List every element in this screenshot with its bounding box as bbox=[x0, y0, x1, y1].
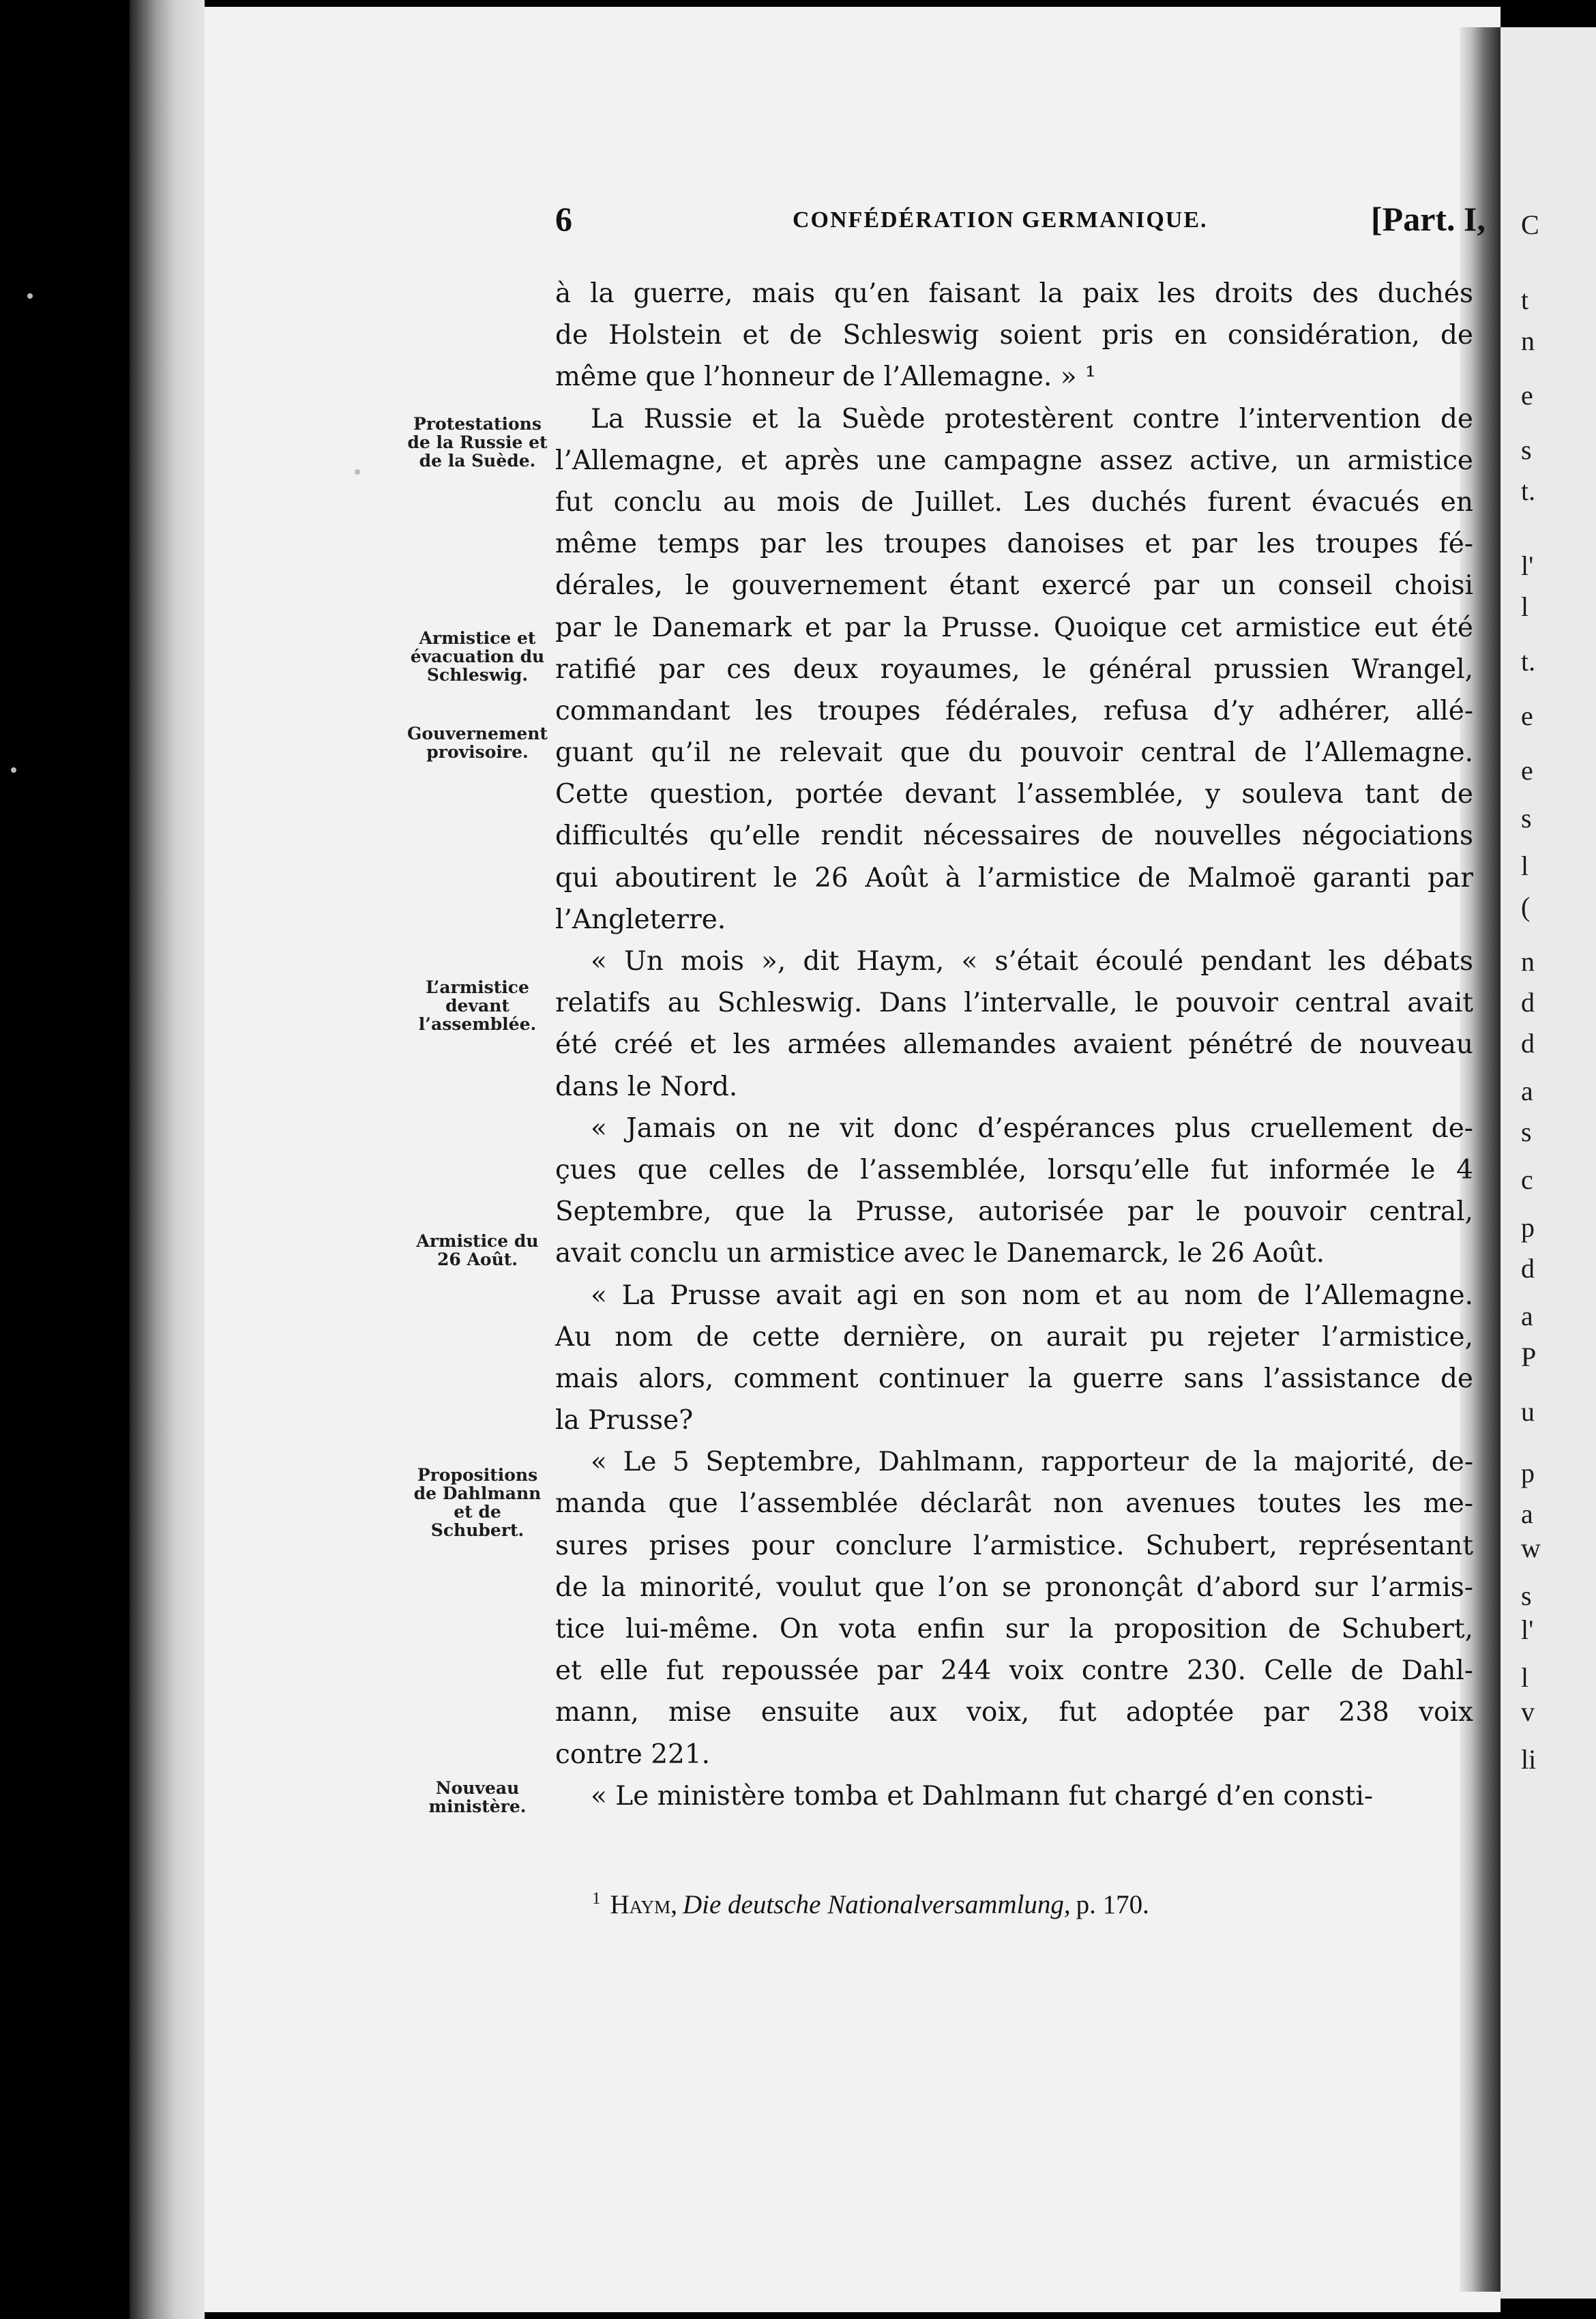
text-line: « La Prusse avait agi en son nom et au nom de l’Allemagne. bbox=[591, 1280, 1473, 1311]
facing-page-letter: a bbox=[1521, 1076, 1533, 1106]
facing-page-letter: l' bbox=[1521, 1614, 1534, 1645]
text-line: et elle fut repoussée par 244 voix contre 230. Celle de Dahl- bbox=[555, 1655, 1473, 1687]
running-head bbox=[555, 199, 1491, 240]
facing-page-letter: C bbox=[1521, 209, 1539, 240]
text-line: « Le 5 Septembre, Dahlmann, rapporteur de la majorité, de- bbox=[591, 1447, 1473, 1478]
text-line: de Holstein et de Schleswig soient pris en considération, de bbox=[555, 320, 1473, 351]
footnote-title: Die deutsche Nationalversammlung, bbox=[682, 1890, 1071, 1919]
text-line: ratifié par ces deux royaumes, le général prussien Wrangel, bbox=[555, 653, 1473, 685]
facing-page-letter: t. bbox=[1521, 475, 1536, 506]
footnote bbox=[592, 1889, 1451, 1920]
facing-page-letter: c bbox=[1521, 1164, 1533, 1195]
facing-page-letter: e bbox=[1521, 700, 1533, 731]
margin-note: Protestations de la Russie et de la Suède. bbox=[407, 414, 548, 471]
facing-page-letter: e bbox=[1521, 755, 1533, 786]
text-line: l’Allemagne, et après une campagne assez active, un armistice bbox=[555, 445, 1473, 476]
facing-page-letter: t. bbox=[1521, 646, 1536, 677]
facing-page-letter: P bbox=[1521, 1342, 1537, 1372]
scan-speck bbox=[27, 293, 33, 299]
text-line: sures prises pour conclure l’armistice. Schubert, représentant bbox=[555, 1530, 1473, 1561]
facing-page-letter: s bbox=[1521, 1117, 1532, 1147]
facing-page-letter: e bbox=[1521, 380, 1533, 411]
facing-page-letter: n bbox=[1521, 946, 1535, 977]
text-line: « Jamais on ne vit donc d’espérances plus cruellement de- bbox=[591, 1112, 1473, 1144]
running-title: CONFÉDÉRATION GERMANIQUE. bbox=[793, 207, 1208, 233]
margin-note: Gouvernement provisoire. bbox=[407, 724, 548, 762]
facing-page-letter: a bbox=[1521, 1498, 1533, 1529]
facing-page-letter: w bbox=[1521, 1533, 1541, 1563]
facing-page-letter: a bbox=[1521, 1301, 1533, 1331]
text-line: de la minorité, voulut que l’on se prononçât d’abord sur l’armis- bbox=[555, 1571, 1473, 1603]
facing-page-letter: p bbox=[1521, 1458, 1535, 1488]
facing-page-letter: s bbox=[1521, 1580, 1532, 1611]
margin-note: Armistice du 26 Août. bbox=[416, 1231, 539, 1269]
scan-speck bbox=[355, 469, 360, 475]
text-line: dans le Nord. bbox=[555, 1071, 738, 1102]
facing-page-letter: p bbox=[1521, 1212, 1535, 1243]
facing-page-letter: l bbox=[1521, 851, 1529, 881]
text-line: Cette question, portée devant l’assemblée, y souleva tant de bbox=[555, 779, 1473, 810]
text-line: par le Danemark et par la Prusse. Quoique cet armistice eut été bbox=[555, 612, 1473, 643]
text-line: La Russie et la Suède protestèrent contre l’intervention de bbox=[591, 403, 1473, 434]
text-line: à la guerre, mais qu’en faisant la paix les droits des duchés bbox=[555, 278, 1473, 309]
text-line: « Un mois », dit Haym, « s’était écoulé pendant les débats bbox=[591, 946, 1473, 977]
footnote-page: p. 170. bbox=[1076, 1890, 1149, 1919]
text-line: l’Angleterre. bbox=[555, 904, 726, 935]
text-line: relatifs au Schleswig. Dans l’intervalle, le pouvoir central avait bbox=[555, 988, 1473, 1019]
facing-page-letter: t bbox=[1521, 284, 1529, 315]
margin-note: Armistice et évacuation du Schleswig. bbox=[410, 628, 545, 685]
facing-page-letter: d bbox=[1521, 1253, 1535, 1284]
facing-page-letter: ( bbox=[1521, 891, 1531, 922]
facing-page-letter: u bbox=[1521, 1396, 1535, 1427]
text-line: Au nom de cette dernière, on aurait pu rejeter l’armistice, bbox=[555, 1321, 1473, 1353]
facing-page-letter: s bbox=[1521, 803, 1532, 833]
text-line: mais alors, comment continuer la guerre sans l’assistance de bbox=[555, 1363, 1473, 1394]
text-line: commandant les troupes fédérales, refusa d’y adhérer, allé- bbox=[555, 695, 1473, 726]
facing-page-letter: l bbox=[1521, 1662, 1529, 1693]
book-spine-shadow bbox=[130, 0, 205, 2319]
footnote-marker: 1 bbox=[592, 1889, 601, 1908]
facing-page-letter: li bbox=[1521, 1744, 1537, 1775]
facing-page-fragment bbox=[1501, 27, 1596, 2299]
text-line: mann, mise ensuite aux voix, fut adoptée par 238 voix bbox=[555, 1697, 1473, 1728]
facing-page-letter: l' bbox=[1521, 550, 1534, 581]
facing-page-letter: l bbox=[1521, 591, 1529, 622]
facing-page-letter: n bbox=[1521, 325, 1535, 356]
text-line: la Prusse? bbox=[555, 1405, 694, 1436]
text-line: manda que l’assemblée déclarât non avenues toutes les me- bbox=[555, 1488, 1473, 1520]
body-text bbox=[555, 273, 1473, 1817]
facing-page-letter: s bbox=[1521, 434, 1532, 465]
margin-note: L’armistice devant l’assemblée. bbox=[418, 977, 537, 1034]
text-line: « Le ministère tomba et Dahlmann fut chargé d’en consti- bbox=[591, 1780, 1374, 1812]
text-line: guant qu’il ne relevait que du pouvoir central de l’Allemagne. bbox=[555, 737, 1473, 769]
text-line: dérales, le gouvernement étant exercé par un conseil choisi bbox=[555, 570, 1473, 602]
text-line: difficultés qu’elle rendit nécessaires de nouvelles négociations bbox=[555, 821, 1473, 852]
part-label: [Part. I, bbox=[1371, 200, 1486, 238]
footnote-author: Haym, bbox=[610, 1890, 677, 1919]
facing-page-letter: d bbox=[1521, 1028, 1535, 1059]
margin-note: Nouveau ministère. bbox=[428, 1778, 527, 1816]
text-line: tice lui-même. On vota enfin sur la proposition de Schubert, bbox=[555, 1614, 1473, 1644]
text-line: même temps par les troupes danoises et par les troupes fé- bbox=[555, 529, 1473, 560]
text-line: même que l’honneur de l’Allemagne. » ¹ bbox=[555, 361, 1096, 393]
text-line: Septembre, que la Prusse, autorisée par le pouvoir central, bbox=[555, 1196, 1473, 1228]
text-line: avait conclu un armistice avec le Danemarck, le 26 Août. bbox=[555, 1238, 1325, 1269]
text-line: fut conclu au mois de Juillet. Les duchés furent évacués en bbox=[555, 486, 1473, 518]
text-line: été créé et les armées allemandes avaient pénétré de nouveau bbox=[555, 1029, 1473, 1061]
text-line: çues que celles de l’assemblée, lorsqu’elle fut informée le 4 bbox=[555, 1154, 1473, 1185]
text-line: contre 221. bbox=[555, 1739, 711, 1770]
facing-page-letter: d bbox=[1521, 987, 1535, 1018]
text-line: qui aboutirent le 26 Août à l’armistice de Malmoë garanti par bbox=[555, 862, 1473, 893]
margin-note: Propositions de Dahlmann et de Schubert. bbox=[413, 1465, 542, 1540]
scan-speck bbox=[11, 767, 16, 773]
page-number: 6 bbox=[555, 200, 572, 238]
facing-page-letter: v bbox=[1521, 1696, 1535, 1727]
